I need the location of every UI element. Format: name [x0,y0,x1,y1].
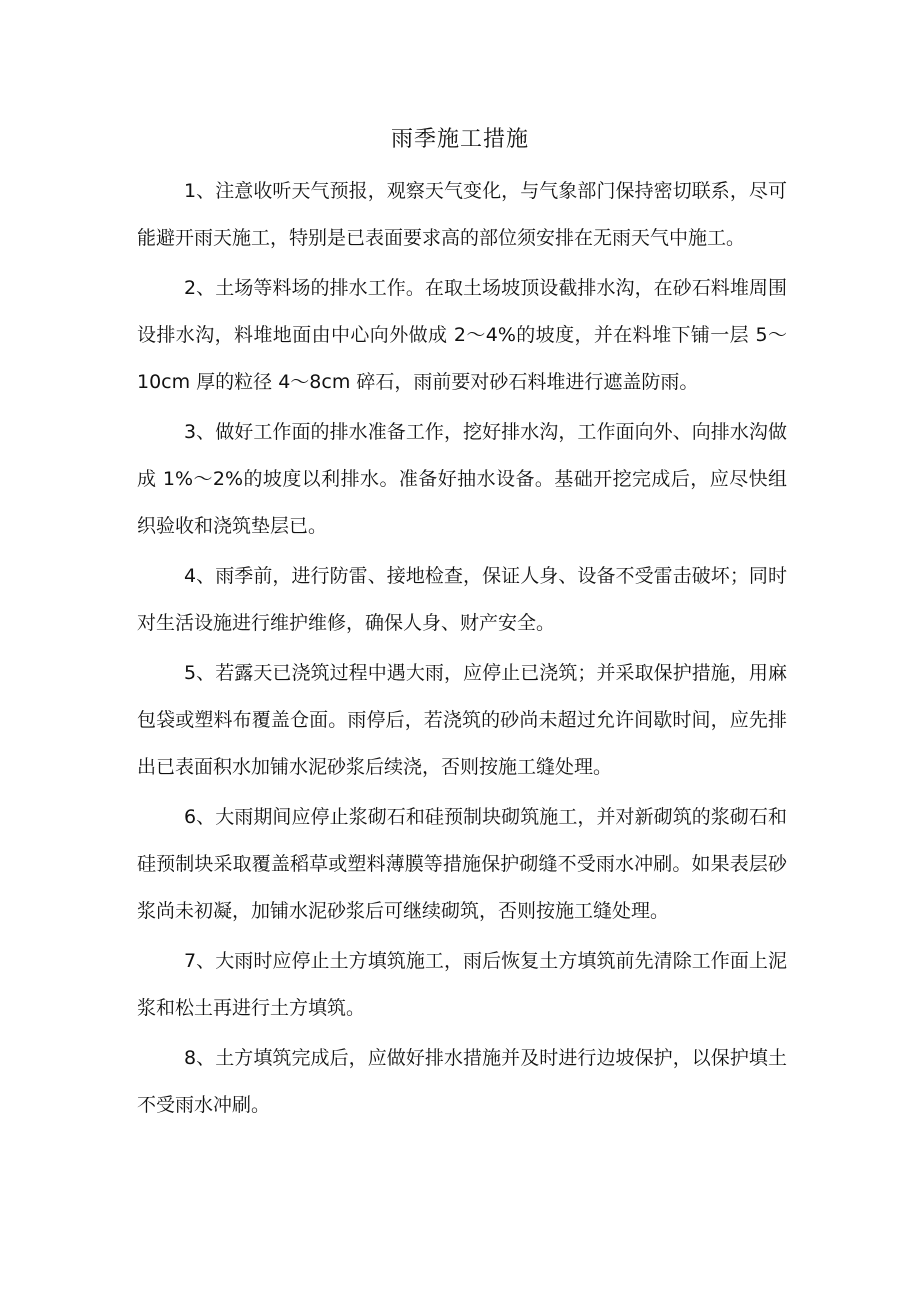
document-body [137,168,787,1132]
paragraph-6: 6、大雨期间应停止浆砌石和硅预制块砌筑施工，并对新砌筑的浆砌石和硅预制块采取覆盖稻草或塑料薄膜等措施保护砌缝不受雨水冲刷。如果表层砂浆尚未初凝，加铺水泥砂浆后可继续砌筑，否则按施工缝处理。 [137,806,787,922]
paragraph-3: 3、做好工作面的排水准备工作，挖好排水沟，工作面向外、向排水沟做成 1%～2%的坡度以利排水。准备好抽水设备。基础开挖完成后，应尽快组织验收和浇筑垫层已。 [137,421,787,537]
paragraph-5: 5、若露天已浇筑过程中遇大雨，应停止已浇筑；并采取保护措施，用麻包袋或塑料布覆盖仓面。雨停后，若浇筑的砂尚未超过允许间歇时间，应先排出已表面积水加铺水泥砂浆后续浇，否则按施工缝处理。 [137,662,787,778]
paragraph-2: 2、土场等料场的排水工作。在取土场坡顶设截排水沟，在砂石料堆周围设排水沟，料堆地面由中心向外做成 2～4%的坡度，并在料堆下铺一层 5～10cm 厚的粒径 4～8cm 碎石，雨前要对砂石料堆进行遮盖防雨。 [137,277,787,393]
paragraph-8: 8、土方填筑完成后，应做好排水措施并及时进行边坡保护，以保护填土不受雨水冲刷。 [137,1047,787,1116]
paragraph-7: 7、大雨时应停止土方填筑施工，雨后恢复土方填筑前先清除工作面上泥浆和松土再进行土方填筑。 [137,950,787,1019]
paragraph-4: 4、雨季前，进行防雷、接地检查，保证人身、设备不受雷击破坏；同时对生活设施进行维护维修，确保人身、财产安全。 [137,565,787,634]
document-title: 雨季施工措施 [390,127,529,152]
paragraph-1: 1、注意收听天气预报，观察天气变化，与气象部门保持密切联系，尽可能避开雨天施工，特别是已表面要求高的部位须安排在无雨天气中施工。 [137,180,787,249]
